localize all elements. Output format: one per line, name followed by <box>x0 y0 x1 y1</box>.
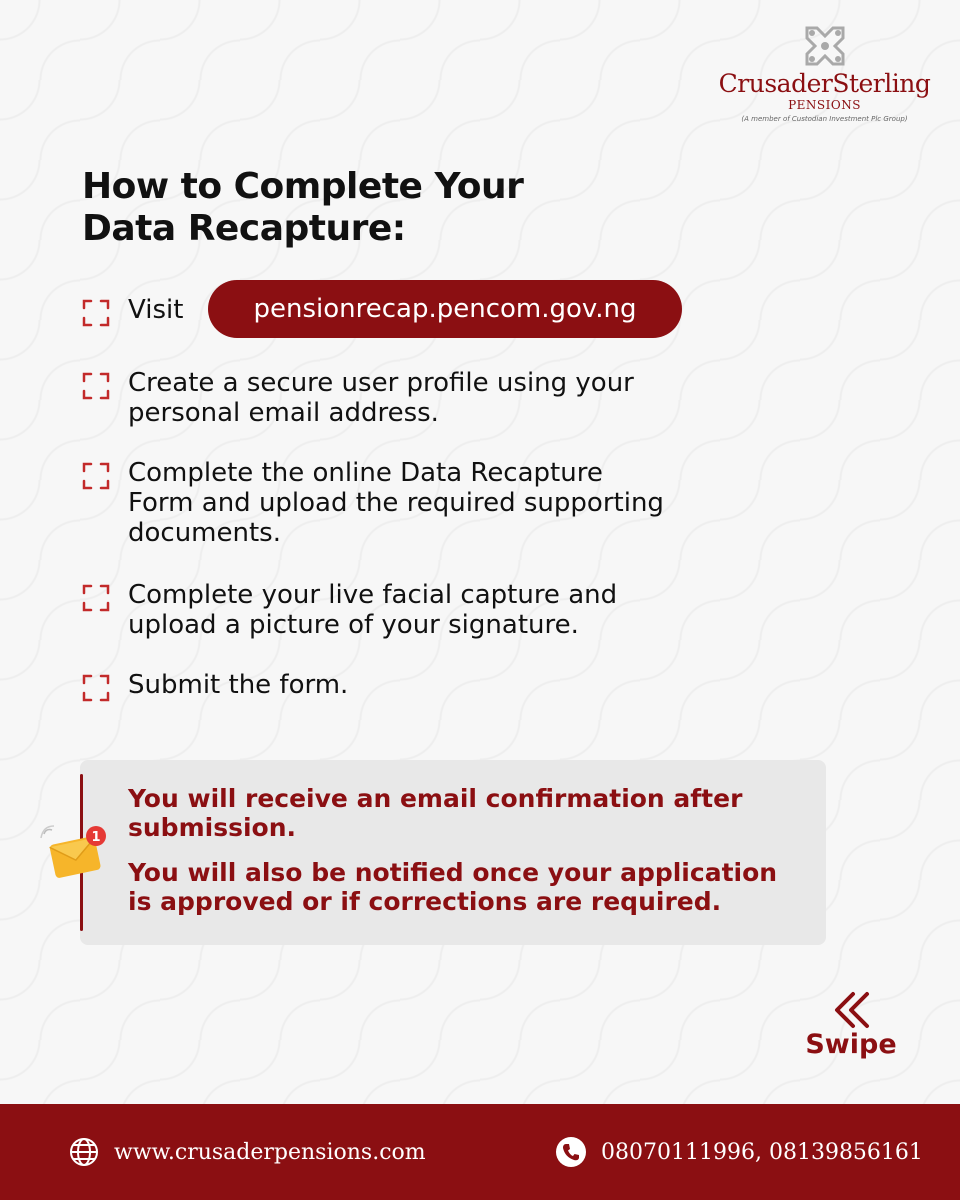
step-5-text: Submit the form. <box>128 670 349 700</box>
swipe-label: Swipe <box>805 1029 897 1060</box>
step-4-text <box>128 580 768 640</box>
footer-website[interactable] <box>68 1104 426 1200</box>
page-title-line-1: How to Complete Your <box>82 166 524 207</box>
notice-message-1 <box>128 784 808 842</box>
step-1-text: Visit <box>128 295 184 325</box>
corner-brackets-icon <box>82 372 110 400</box>
pencom-link-button[interactable]: pensionrecap.pencom.gov.ng <box>208 280 682 338</box>
swipe-hint[interactable] <box>796 990 906 1060</box>
phone-icon <box>555 1136 587 1168</box>
brand-name: CrusaderSterling <box>718 69 931 98</box>
brand-subtitle: PENSIONS <box>788 98 861 112</box>
phone-numbers[interactable]: 08070111996, 08139856161 <box>601 1139 923 1165</box>
corner-brackets-icon <box>82 584 110 612</box>
page-title-line-2: Data Recapture: <box>82 208 406 249</box>
globe-icon <box>68 1136 100 1168</box>
notice-message-2 <box>128 858 808 916</box>
step-3-text <box>128 458 768 548</box>
footer-bar <box>0 1104 960 1200</box>
step-4-line-1: Complete your live facial capture and <box>128 580 618 610</box>
notice-message-2-line-2: is approved or if corrections are required. <box>128 887 722 916</box>
step-4-line-2: upload a picture of your signature. <box>128 610 579 640</box>
page-title <box>82 166 702 250</box>
notice-message-2-line-1: You will also be notified once your application <box>128 858 778 887</box>
corner-brackets-icon <box>82 674 110 702</box>
brand-member-note: (A member of Custodian Investment Plc Group) <box>741 115 908 123</box>
corner-brackets-icon <box>82 462 110 490</box>
step-3-line-1: Complete the online Data Recapture <box>128 458 603 488</box>
notice-message-1-line-1: You will receive an email confirmation after <box>128 784 743 813</box>
corner-brackets-icon <box>82 299 110 327</box>
double-chevron-left-icon <box>831 990 871 1030</box>
crusader-cross-logo-icon <box>803 24 847 68</box>
envelope-notification-icon <box>40 820 110 880</box>
footer-phone[interactable] <box>555 1104 923 1200</box>
step-2-text <box>128 368 768 428</box>
step-2-line-2: personal email address. <box>128 398 439 428</box>
step-3-line-2: Form and upload the required supporting <box>128 488 664 518</box>
notice-box <box>80 760 826 945</box>
website-link[interactable]: www.crusaderpensions.com <box>114 1139 426 1165</box>
notice-message-1-line-2: submission. <box>128 813 296 842</box>
brand-logo <box>712 24 937 123</box>
step-3-line-3: documents. <box>128 518 281 548</box>
notification-badge: 1 <box>91 830 101 845</box>
step-2-line-1: Create a secure user profile using your <box>128 368 634 398</box>
